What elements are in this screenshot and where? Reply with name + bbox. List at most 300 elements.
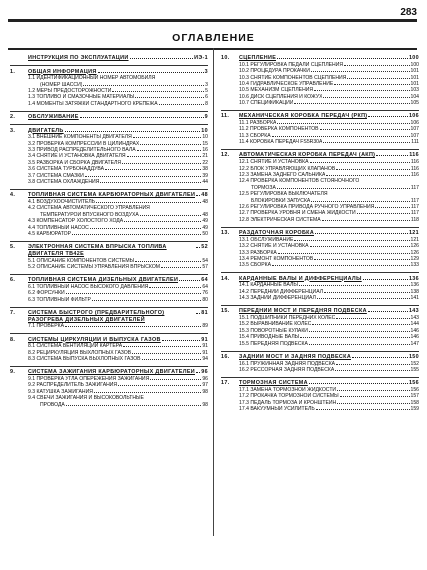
dot-leader (294, 103, 409, 104)
toc-section-heading[interactable] (10, 369, 208, 376)
dot-leader (314, 90, 409, 91)
toc-entry-title: 3.2 ПРОВЕРКА КОМПРЕССИИ В ЦИЛИНДРАХ (28, 140, 140, 147)
toc-entry-title: 12.7 ПРОВЕРКА УРОВНЯ И СМЕНА ЖИДКОСТИ (239, 210, 356, 217)
section-page: 106 (408, 113, 419, 120)
section-heading-text (28, 277, 208, 284)
toc-entry-page: 54 (202, 257, 208, 264)
toc-entry-title: 11.4 КОРОБКА ПЕРЕДАЧ FS5R30A (239, 139, 323, 146)
section-heading-line (28, 277, 208, 284)
dot-leader (140, 144, 201, 145)
toc-entry-title: 11.1 РАЗБОРКА (239, 120, 277, 127)
toc-entry-page: 22 (202, 159, 208, 166)
dot-leader (347, 78, 409, 79)
toc-entry-title: 4.4 ТОПЛИВНЫЙ НАСОС (28, 224, 89, 231)
toc-entry-page: 106 (410, 120, 419, 127)
toc-entry-title: 12.2 БЛОК УПРАВЛЯЮЩИХ КЛАПАНОВ (239, 165, 336, 172)
toc-entry-page: 116 (410, 171, 419, 178)
section-heading-text (239, 354, 419, 361)
dot-leader (311, 71, 410, 72)
section-title: РАЗДАТОЧНАЯ КОРОБКА (239, 230, 315, 237)
toc-entry[interactable] (10, 231, 208, 237)
dot-leader (150, 379, 201, 380)
toc-section (221, 354, 419, 374)
dot-leader (310, 162, 410, 163)
dot-leader (122, 163, 201, 164)
section-heading-text (239, 55, 419, 62)
toc-entry-title: 12.6 РЕГУЛИРОВКА ПРИВОДА РУЧНОГО УПРАВЛЕНИЯ (239, 204, 375, 211)
toc-entry-title: 1.4 МОМЕНТЫ ЗАТЯЖКИ СТАНДАРТНОГО КРЕПЕЖА (28, 100, 158, 107)
section-title: МЕХАНИЧЕСКАЯ КОРОБКА ПЕРЕДАЧ (РКП) (239, 113, 368, 120)
section-number: 11. (221, 113, 230, 120)
section-page: 136 (408, 275, 419, 282)
toc-entry-page: 152 (410, 360, 419, 367)
dot-leader (317, 298, 410, 299)
dot-leader (312, 324, 409, 325)
section-heading-line (28, 55, 208, 62)
dot-leader (140, 215, 202, 216)
toc-entry-title: ТОРМОЗА (251, 184, 276, 191)
section-separator (10, 111, 208, 112)
section-heading-line (28, 114, 208, 121)
section-number: 17. (221, 380, 230, 387)
section-page: 150 (408, 353, 419, 360)
dot-leader (368, 311, 408, 312)
toc-entry-title: 12.4 ПРОВЕРКА КОМПОНЕНТОВ СТОЯНОЧНОГО (239, 178, 360, 185)
toc-entry-title: 12.1 СНЯТИЕ И УСТАНОВКА (239, 159, 309, 166)
toc-section (221, 276, 419, 302)
dot-leader (142, 359, 202, 360)
toc-entry-page: 98 (202, 388, 208, 395)
section-heading-line (239, 113, 419, 120)
section-page: 3 (204, 68, 208, 75)
toc-right-column (221, 55, 419, 416)
section-number: 10. (221, 55, 230, 61)
dot-leader (112, 91, 204, 92)
section-separator (10, 241, 208, 242)
toc-entry-title: 13.4 РЕМОНТ КОМПОНЕНТОВ (239, 255, 314, 262)
toc-section (221, 380, 419, 412)
section-heading-text (28, 192, 208, 199)
toc-entry[interactable] (221, 341, 419, 347)
toc-entry-page: 104 (410, 93, 419, 100)
section-page: 100 (408, 55, 419, 61)
toc-entry-page: 157 (410, 393, 419, 400)
section-heading-line (239, 354, 419, 361)
section-number: 16. (221, 353, 230, 360)
toc-entry-page: 146 (410, 334, 419, 341)
section-heading-line (239, 230, 419, 237)
dot-leader (196, 372, 200, 373)
section-page: 156 (408, 380, 419, 387)
section-heading-text (28, 114, 208, 121)
dot-leader (294, 240, 409, 241)
toc-entry-title: 4.3 КОМПЕНСАТОР ХОЛОСТОГО ХОДА (28, 218, 124, 225)
section-heading-line (28, 128, 208, 135)
column-divider (213, 48, 214, 536)
toc-entry-page: 133 (410, 262, 419, 269)
section-title: АВТОМАТИЧЕСКАЯ КОРОБКА ПЕРЕДАЧ (АКП) (239, 152, 376, 159)
section-title: ТОПЛИВНАЯ СИСТЕМА КАРБЮРАТОРНЫХ ДВИГАТЕЛЕЙ (28, 192, 196, 199)
section-number: 3. (10, 127, 16, 134)
section-separator (10, 333, 208, 334)
toc-entry-title: 9.2 РАСПРЕДЕЛИТЕЛЬ ЗАЖИГАНИЯ (28, 382, 118, 389)
toc-entry-title: 3.1 ВНЕШНИЕ КОМПОНЕНТЫ ДВИГАТЕЛЯ (28, 134, 132, 141)
dot-leader (334, 84, 409, 85)
toc-section-heading[interactable] (221, 113, 419, 120)
section-separator (221, 227, 419, 228)
toc-entry-title: 15.5 ПЕРЕДНЯЯ ПОДВЕСКА (239, 340, 308, 347)
toc-section (10, 310, 208, 330)
dot-leader (65, 326, 201, 327)
section-title: ЗАДНИЙ МОСТ И ЗАДНЯЯ ПОДВЕСКА (239, 353, 352, 360)
dot-leader (375, 207, 410, 208)
toc-section-heading[interactable] (10, 192, 208, 199)
toc-section-heading[interactable] (10, 310, 208, 323)
toc-entry-page: 91 (202, 349, 208, 356)
toc-entry-title: 3.4 СНЯТИЕ И УСТАНОВКА ДВИГАТЕЛЯ (28, 153, 126, 160)
toc-entry[interactable] (221, 367, 419, 373)
toc-entry[interactable] (10, 264, 208, 270)
page-number: 283 (400, 7, 417, 18)
dot-leader (277, 58, 408, 59)
section-page: 121 (408, 230, 419, 237)
section-title: ТОПЛИВНАЯ СИСТЕМА ДИЗЕЛЬНЫХ ДВИГАТЕЛЕЙ (28, 277, 179, 284)
section-number: 7. (10, 309, 16, 316)
toc-entry[interactable] (10, 179, 208, 185)
section-page: 91 (201, 336, 208, 343)
toc-entry-title: 15.1 ПОДШИПНИКИ ПЕРЕДНИХ КОЛЕС (239, 314, 336, 321)
toc-entry-title: 11.2 ПРОВЕРКА КОМПОНЕНТОВ (239, 126, 319, 133)
toc-entry-title: 3.8 СИСТЕМА ОХЛАЖДЕНИЯ (28, 179, 100, 186)
toc-entry[interactable] (10, 297, 208, 303)
toc-section (10, 244, 208, 270)
section-number: 9. (10, 369, 16, 376)
toc-section-heading[interactable] (221, 354, 419, 361)
toc-entry-title: 5.1 ОПИСАНИЕ КОМПОНЕНТОВ СИСТЕМЫ (28, 257, 135, 264)
section-page: 81 (201, 309, 208, 316)
toc-entry-page: 129 (410, 255, 419, 262)
toc-entry-title: 6.3 ТОПЛИВНЫЙ ФИЛЬТР (28, 296, 91, 303)
dot-leader (323, 142, 410, 143)
section-heading-text (28, 69, 208, 76)
section-separator (221, 110, 419, 111)
dot-leader (80, 117, 204, 118)
toc-entry-page: 141 (410, 295, 419, 302)
toc-entry-title: 3.6 СИСТЕМА ТУРБОНАДДУВА (28, 166, 104, 173)
section-heading-text (239, 276, 419, 283)
toc-entry-title: 9.1 ПРОВЕРКА УГЛА ОПЕРЕЖЕНИЯ ЗАЖИГАНИЯ (28, 375, 150, 382)
section-number: 5. (10, 244, 16, 251)
toc-section-heading[interactable] (10, 69, 208, 76)
toc-entry[interactable] (221, 262, 419, 268)
dot-leader (135, 97, 204, 98)
toc-entry-page: 49 (202, 224, 208, 231)
toc-section-heading[interactable] (10, 277, 208, 284)
section-heading-text (28, 369, 208, 376)
toc-entry-title: 14.2 ПЕРЕДНИЙ ДИФФЕРЕНЦИАЛ (239, 288, 324, 295)
section-heading-line (28, 310, 208, 323)
toc-entry-page: 159 (410, 406, 419, 413)
section-separator (221, 377, 419, 378)
dot-leader (311, 201, 410, 202)
toc-section (10, 128, 208, 186)
dot-leader (130, 58, 194, 59)
section-page: 116 (409, 152, 419, 159)
dot-leader (98, 72, 204, 73)
toc-entry-title: 12.8 ЭЛЕКТРИЧЕСКАЯ СИСТЕМА (239, 216, 321, 223)
toc-entry-page: 64 (202, 283, 208, 290)
dot-leader (316, 409, 410, 410)
toc-section-heading[interactable] (221, 380, 419, 387)
section-number: 1. (10, 68, 16, 75)
section-number: 6. (10, 277, 16, 284)
toc-entry-title: 15.2 ВЫРАВНИВАНИЕ КОЛЕС (239, 321, 312, 328)
section-heading-text (28, 337, 208, 344)
toc-entry-title: 10.7 СПЕЦИФИКАЦИИ (239, 100, 294, 107)
dot-leader (363, 279, 408, 280)
section-number: 13. (221, 230, 230, 237)
dot-leader (344, 65, 409, 66)
toc-entry[interactable] (221, 217, 419, 223)
section-heading-line (28, 244, 208, 257)
toc-entry-page: 48 (202, 211, 208, 218)
toc-entry-page: 143 (410, 314, 419, 321)
toc-entry-title: 15.4 ПРИВОДНЫЕ ВАЛЫ (239, 334, 300, 341)
dot-leader (357, 213, 410, 214)
dot-leader (310, 246, 410, 247)
toc-section (10, 69, 208, 108)
toc-section (221, 230, 419, 269)
section-number: 8. (10, 336, 16, 343)
toc-entry-page: 38 (202, 166, 208, 173)
toc-entry-page: 107 (410, 126, 419, 133)
section-heading-line (239, 152, 419, 159)
toc-section (221, 55, 419, 107)
dot-leader (179, 280, 200, 281)
dot-leader (66, 405, 201, 406)
toc-entry[interactable] (10, 323, 208, 329)
toc-entry-title: 6.2 ФОРСУНКИ (28, 290, 65, 297)
toc-entry-title: 10.3 СНЯТИЕ КОМПОНЕНТОВ СЦЕПЛЕНИЯ (239, 74, 347, 81)
toc-entry-page: 44 (202, 179, 208, 186)
toc-entry-page: 76 (202, 290, 208, 297)
toc-entry-page: 80 (202, 296, 208, 303)
toc-entry-title: 3.5 РАЗБОРКА И СБОРКА ДВИГАТЕЛЯ (28, 159, 122, 166)
dot-leader (277, 123, 409, 124)
toc-entry-title: 1.1 ИДЕНТИФИКАЦИОННЫЙ НОМЕР АВТОМОБИЛЯ (28, 75, 156, 82)
toc-entry-page: 117 (410, 184, 419, 191)
section-heading-line (28, 69, 208, 76)
toc-entry-title: 6.1 ТОПЛИВНЫЙ НАСОС ВЫСОКОГО ДАВЛЕНИЯ (28, 283, 149, 290)
section-heading-text (239, 152, 419, 159)
section-title: ДВИГАТЕЛЬ (28, 127, 64, 134)
dot-leader (336, 364, 409, 365)
toc-entry-title: 1.3 ТОПЛИВО И СМАЗОЧНЫЕ МАТЕРИАЛЫ (28, 94, 135, 101)
section-title: ИНСТРУКЦИЯ ПО ЭКСПЛУАТАЦИИ (28, 55, 129, 61)
toc-entry-page: 21 (202, 153, 208, 160)
toc-entry-page: 107 (410, 132, 419, 139)
toc-section (10, 277, 208, 303)
section-heading-text (28, 55, 208, 62)
toc-entry-title: 17.3 ПЕДАЛЬ ТОРМОЗА И КРОНШТЕЙН (239, 399, 337, 406)
dot-leader (337, 403, 409, 404)
toc-entry-page: 49 (202, 218, 208, 225)
section-title: ОБЩАЯ ИНФОРМАЦИЯ (28, 68, 97, 75)
toc-section (10, 192, 208, 237)
toc-entry-title: ПРОВОДА (40, 401, 65, 408)
toc-entry-title: 9.3 КАТУШКА ЗАЖИГАНИЯ (28, 388, 93, 395)
dot-leader (66, 293, 202, 294)
toc-section-heading[interactable] (221, 152, 419, 159)
section-heading-text (28, 128, 208, 135)
section-page: 64 (201, 277, 208, 284)
toc-section-heading[interactable] (221, 276, 419, 283)
toc-entry-page: 126 (410, 249, 419, 256)
toc-entry-page: 116 (410, 165, 419, 172)
toc-entry[interactable] (10, 402, 208, 408)
toc-entry-title: 16.2 РЕССОРНАЯ ЗАДНЯЯ ПОДВЕСКА (239, 366, 335, 373)
section-page: 9 (204, 114, 208, 121)
section-title: ОБСЛУЖИВАНИЕ (28, 114, 79, 121)
toc-entry[interactable] (10, 101, 208, 107)
toc-entry-title: 12.3 ЗАМЕНА ЗАДНЕГО САЛЬНИКА (239, 171, 326, 178)
toc-entry-page: 147 (410, 340, 419, 347)
toc-entry-title: 14.1 КАРДАННЫЕ ВАЛЫ (239, 282, 298, 289)
dot-leader (314, 259, 409, 260)
section-heading-line (28, 192, 208, 199)
toc-entry-title: 10.6 ДИСК СЦЕПЛЕНИЯ И КОЖУХ (239, 93, 323, 100)
toc-entry-title: 10.2 ПРОЦЕДУРА ПРОКАЧКИ (239, 68, 310, 75)
dot-leader (92, 300, 201, 301)
dot-leader (149, 287, 201, 288)
section-page: 48 (201, 192, 208, 199)
dot-leader (277, 188, 410, 189)
toc-entry-page: 155 (410, 366, 419, 373)
dot-leader (352, 357, 408, 358)
toc-entry-page: 6 (205, 94, 208, 101)
toc-entry-page: 89 (202, 323, 208, 330)
section-heading-line (239, 308, 419, 315)
section-title: СИСТЕМА БЫСТРОГО (ПРЕДВАРИТЕЛЬНОГО) РАЗОГРЕВА ДИЗЕЛЬНЫХ ДВИГАТЕЛЕЙ (28, 309, 165, 323)
toc-entry-title: 17.1 ЗАМЕНА ТОРМОЗНОЙ ЖИДКОСТИ (239, 386, 337, 393)
toc-entry-page: 117 (410, 210, 419, 217)
toc-entry-page: 100 (410, 61, 419, 68)
toc-entry-page: 121 (410, 236, 419, 243)
dot-leader (65, 131, 201, 132)
toc-entry-page: 103 (410, 87, 419, 94)
toc-entry-title: 13.3 РАЗБОРКА (239, 249, 277, 256)
dot-leader (96, 202, 201, 203)
dot-leader (196, 247, 200, 248)
toc-section (221, 113, 419, 145)
toc-section-heading[interactable] (221, 55, 419, 62)
toc-section (221, 152, 419, 223)
toc-entry-title: 12.5 РЕГУЛИРОВКА ВЫКЛЮЧАТЕЛЯ (239, 191, 328, 198)
section-separator (221, 351, 419, 352)
toc-entry[interactable] (10, 356, 208, 362)
toc-entry[interactable] (221, 100, 419, 106)
toc-entry-page: 117 (410, 204, 419, 211)
dot-leader (124, 221, 201, 222)
dot-leader (118, 385, 201, 386)
dot-leader (322, 220, 410, 221)
toc-entry-page: 118 (410, 216, 419, 223)
section-heading-text (28, 244, 208, 257)
dot-leader (272, 136, 410, 137)
toc-entry-title: 8.2 РЕЦИРКУЛЯЦИЯ ВЫХЛОПНЫХ ГАЗОВ (28, 349, 132, 356)
dot-leader (159, 104, 205, 105)
dot-leader (368, 116, 408, 117)
toc-entry-title: 5.2 ОПИСАНИЕ СИСТЕМЫ УПРАВЛЕНИЯ ВПРЫСКОМ (28, 264, 161, 271)
dot-leader (336, 169, 410, 170)
dot-leader (320, 129, 410, 130)
toc-entry-page: 117 (410, 197, 419, 204)
dot-leader (272, 265, 409, 266)
toc-section-heading[interactable] (10, 114, 208, 121)
toc-section-heading[interactable] (221, 230, 419, 237)
section-separator (10, 307, 208, 308)
toc-entry-page: 111 (411, 139, 419, 146)
dot-leader (72, 234, 201, 235)
toc-entry[interactable] (221, 139, 419, 145)
section-separator (10, 274, 208, 275)
toc-entry-title: (НОМЕР ШАССИ) (40, 81, 83, 88)
toc-entry-title: 14.3 ЗАДНИЙ ДИФФЕРЕНЦИАЛ (239, 295, 316, 302)
toc-section-heading[interactable] (10, 244, 208, 257)
toc-entry-page: 136 (410, 282, 419, 289)
toc-entry-page: 94 (202, 356, 208, 363)
section-title: ПЕРЕДНИЙ МОСТ И ПЕРЕДНЯЯ ПОДВЕСКА (239, 308, 367, 315)
toc-section-heading[interactable] (10, 55, 208, 62)
toc-entry-page: 39 (202, 172, 208, 179)
section-separator (10, 124, 208, 125)
section-heading-text (239, 230, 419, 237)
section-separator (221, 149, 419, 150)
dot-leader (335, 370, 409, 371)
dot-leader (132, 353, 201, 354)
toc-entry-title: 8.3 СИСТЕМА ВЫПУСКА ВЫХЛОПНЫХ ГАЗОВ (28, 356, 141, 363)
section-heading-text (239, 308, 419, 315)
toc-entry-page: 98 (202, 401, 208, 408)
dot-leader (162, 340, 201, 341)
dot-leader (336, 318, 409, 319)
dot-leader (340, 396, 410, 397)
toc-entry-title: 15.3 ПОВОРОТНЫЕ КУЛАКИ (239, 327, 308, 334)
dot-leader (300, 337, 409, 338)
toc-entry-page: 101 (410, 74, 419, 81)
dot-leader (326, 175, 409, 176)
dot-leader (196, 195, 200, 196)
toc-entry[interactable] (221, 295, 419, 301)
toc-section-heading[interactable] (221, 308, 419, 315)
dot-leader (278, 253, 410, 254)
section-separator (10, 366, 208, 367)
toc-entry-page: 8 (205, 100, 208, 107)
section-page: ИЭ-1 (194, 55, 208, 61)
toc-entry[interactable] (221, 406, 419, 412)
dot-leader (315, 233, 408, 234)
dot-leader (133, 137, 202, 138)
section-number: 2. (10, 114, 16, 121)
toc-entry-title: 13.2 СНЯТИЕ И УСТАНОВКА (239, 243, 309, 250)
section-page: 143 (408, 308, 419, 315)
toc-left-column (10, 55, 208, 412)
section-separator (10, 65, 208, 66)
toc-section-heading[interactable] (10, 128, 208, 135)
toc-section-heading[interactable] (10, 337, 208, 344)
toc-entry-page: 144 (410, 321, 419, 328)
section-title: СЦЕПЛЕНИЕ (239, 55, 277, 61)
